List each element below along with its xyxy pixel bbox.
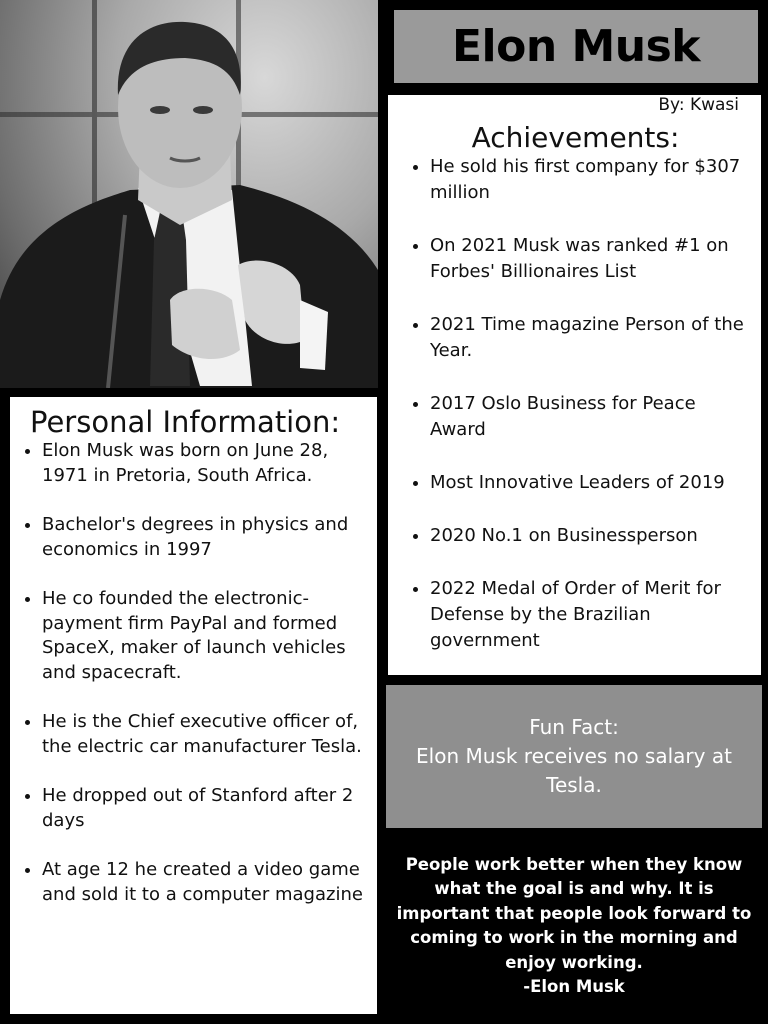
quote-box [386,838,762,1014]
fun-fact-label: Fun Fact: [529,715,619,739]
portrait-photo [0,0,378,388]
personal-info-item: • Bachelor's degrees in physics and economics in 1997 [42,513,369,562]
achievement-item: • 2020 No.1 on Businessperson [430,523,753,549]
achievements-list [394,154,753,654]
page-title: Elon Musk [451,21,701,72]
quote-attribution: -Elon Musk [523,977,625,996]
personal-info-item: • Elon Musk was born on June 28, 1971 in Pretoria, South Africa. [42,439,369,488]
achievement-item: • 2021 Time magazine Person of the Year. [430,312,753,364]
fun-fact-text: Elon Musk receives no salary at Tesla. [416,744,732,797]
achievement-item: • 2017 Oslo Business for Peace Award [430,391,753,443]
fun-fact-box [386,685,762,828]
personal-info-heading: Personal Information: [30,405,341,439]
achievement-item: • On 2021 Musk was ranked #1 on Forbes' Billionaires List [430,233,753,285]
personal-info-item: • He dropped out of Stanford after 2 days [42,784,369,833]
personal-info-item: • At age 12 he created a video game and sold it to a computer magazine [42,858,369,907]
achievement-item: • He sold his first company for $307 million [430,154,753,206]
achievements-heading: Achievements: [471,121,680,154]
personal-info-item: • He is the Chief executive officer of, the electric car manufacturer Tesla. [42,710,369,759]
person-silhouette [0,0,378,388]
personal-info-panel [10,397,377,1014]
title-banner [394,10,758,83]
achievements-panel [388,95,761,675]
quote-text: People work better when they know what the goal is and why. It is important that people look forward to coming to work in the morning and enjoy working. [396,854,752,972]
achievement-item: • 2022 Medal of Order of Merit for Defense by the Brazilian government [430,576,753,654]
author-byline: By: Kwasi [658,95,739,115]
achievement-item: • Most Innovative Leaders of 2019 [430,470,753,496]
personal-info-item: • He co founded the electronic-payment firm PayPal and formed SpaceX, maker of launch vehicles and spacecraft. [42,587,369,685]
personal-info-list [10,439,369,907]
